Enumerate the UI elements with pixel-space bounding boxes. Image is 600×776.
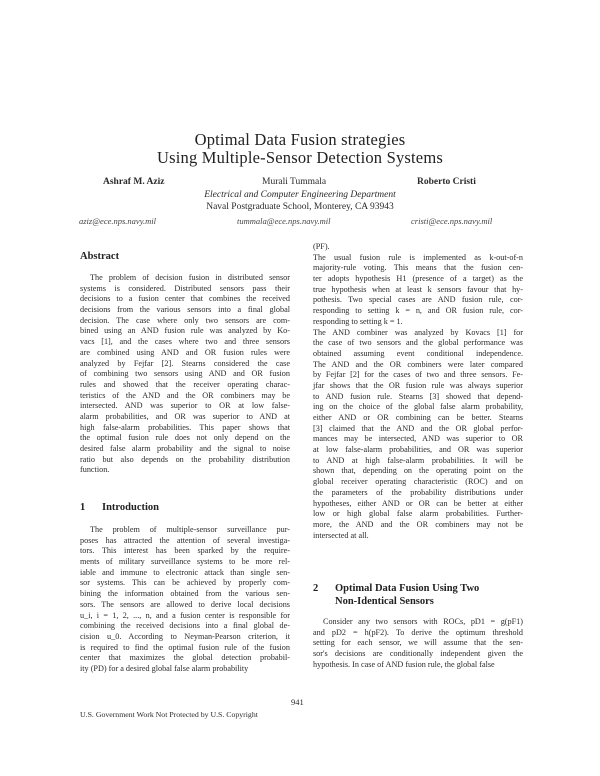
text-line: responding to setting k = n, and OR fusion rule, cor- [313, 306, 523, 316]
address: Naval Postgraduate School, Monterey, CA 93943 [206, 202, 394, 212]
text-line: center that maximizes the global detection probabil- [80, 653, 290, 663]
text-line: to AND at high false-alarm probabilities. It will be [313, 455, 523, 465]
text-line: to AND fusion rule. Stearns [3] showed that depend- [313, 391, 523, 401]
text-line: Consider any two sensors with ROCs, pD1 = g(pF1) [323, 617, 523, 626]
text-line: analyzed by Fejfar [2]. Stearns considered the case [80, 358, 290, 368]
paper-title-line-1: Optimal Data Fusion strategies [194, 130, 406, 149]
text-line: ity (PD) for a desired global false alarm probability [80, 663, 249, 673]
author-email: aziz@ece.nps.navy.mil [79, 216, 156, 226]
text-line: low or high global false alarm probabilities. Further- [313, 509, 523, 519]
text-line: alarm probabilities, and OR was superior to AND at [80, 411, 290, 421]
text-line: bining the information obtained from the various sen- [80, 589, 290, 599]
text-line: [3] claimed that the AND and the OR global perfor- [313, 423, 523, 433]
text-line: the case of two sensors and the global performance was [313, 338, 523, 348]
email-list [0, 216, 600, 228]
text-line: desired false alarm probability and the signal to noise [80, 444, 290, 453]
text-line: jfar shows that the OR fusion rule was always superior [313, 380, 523, 390]
paper-title-line-2: Using Multiple-Sensor Detection Systems [157, 148, 443, 167]
author-list [0, 177, 600, 189]
text-line: bined using an AND fusion rule was analyzed by Ko- [80, 326, 290, 336]
text-line: more, the AND and the OR combiners may not be [313, 519, 523, 529]
text-line: poses has attracted the attention of several investiga- [80, 535, 290, 545]
text-line: intersected. AND was superior to OR at low false- [80, 401, 290, 411]
text-line: ments of military surveillance systems to be more rel- [80, 557, 290, 567]
text-line: ter adopts hypothesis H1 (presence of a target) as the [313, 274, 523, 284]
text-line: true hypothesis when at least k sensors favour that hy- [313, 284, 523, 294]
text-line: global receiver operating characteristic (ROC) and on [313, 477, 523, 487]
text-line: vacs [1], and the cases where two and three sensors [80, 337, 290, 347]
author-name: Ashraf M. Aziz [103, 177, 165, 187]
introduction-body [80, 525, 290, 675]
author-email: cristi@ece.nps.navy.mil [411, 216, 493, 226]
text-line: tors. This interest has been sparked by the require- [80, 546, 290, 556]
text-line: function. [80, 465, 110, 475]
text-line: teristics of the AND and the OR combiners may be [80, 390, 290, 400]
text-line: The usual fusion rule is implemented as k-out-of-n [313, 252, 523, 262]
text-line: decisions from the various sensors into a final global [80, 305, 290, 315]
text-line: mances may be intersected, AND was superior to OR [313, 434, 523, 444]
department: Electrical and Computer Engineering Department [204, 190, 396, 200]
abstract-body [80, 273, 290, 476]
text-line: majority-rule voting. This means that the fusion cen- [313, 263, 523, 273]
author-email: tummala@ece.nps.navy.mil [237, 216, 331, 226]
text-line: sor systems. This can be achieved by properly com- [80, 578, 290, 588]
section-number: 2 [313, 583, 319, 594]
text-line: hypotheses, either AND or OR can be better at either [313, 498, 523, 508]
text-line: rules and showed that the receiver operating charac- [80, 379, 290, 389]
section-number: 1 [80, 502, 86, 513]
text-line: by Fejfar [2] for the cases of two and three sensors. Fe- [313, 370, 523, 380]
text-line: ratio but also depends on the probability distribution [80, 454, 290, 464]
text-line: setting for each sensor, we will assume that the sen- [313, 638, 523, 648]
abstract-heading: Abstract [80, 251, 120, 262]
text-line: either AND or OR combining can be better. Stearns [313, 413, 523, 422]
text-line: intersected at all. [313, 530, 369, 540]
text-line: sors. The sensors are allowed to derive local decisions [80, 599, 290, 609]
text-line: cision u_0. According to Neyman-Pearson criterion, it [80, 631, 290, 641]
text-line: The AND and the OR combiners were later compared [313, 359, 523, 369]
text-line: u_i, i = 1, 2, ..., n, and a fusion center is responsible for [80, 610, 290, 620]
text-line: (PF). [313, 242, 330, 251]
text-line: is required to find the optimal fusion rule of the fusion [80, 642, 290, 652]
copyright-notice: U.S. Government Work Not Protected by U.S. Copyright [80, 710, 258, 719]
text-line: The AND combiner was analyzed by Kovacs [1] for [313, 327, 523, 337]
section-2-body [313, 617, 523, 670]
author-name: Roberto Cristi [417, 177, 476, 187]
text-line: The problem of multiple-sensor surveillance pur- [90, 525, 290, 534]
text-line: of combining two sensors using AND and OR fusion [80, 369, 290, 379]
text-line: and pD2 = h(pF2). To derive the optimum threshold [313, 627, 523, 637]
text-line: the parameters of the probability distributions under [313, 487, 523, 497]
page-number: 941 [291, 697, 304, 707]
text-line: pothesis. Two special cases are AND fusion rule, cor- [313, 295, 523, 305]
text-line: decision. The case where only two sensors are com- [80, 315, 290, 325]
text-line: are combined using AND and OR fusion rules were [80, 347, 290, 357]
text-line: obtained assuming event conditional independence. [313, 348, 523, 358]
section-title: Optimal Data Fusion Using Two [335, 583, 480, 594]
text-line: The problem of decision fusion in distributed sensor [90, 273, 290, 282]
text-line: at low false-alarm probabilities, and OR was superior [313, 445, 523, 455]
text-line: hypothesis. In case of AND fusion rule, the global false [313, 659, 495, 669]
author-name: Murali Tummala [262, 177, 327, 187]
text-line: iable and immune to electronic attack than single sen- [80, 567, 290, 577]
text-line: responding to setting k = 1. [313, 316, 403, 326]
text-line: combining the received decisions into a final global de- [80, 621, 290, 631]
introduction-body-continued [313, 242, 523, 541]
text-line: shown that, depending on the operating point on the [313, 466, 523, 476]
section-title: Introduction [102, 502, 159, 513]
text-line: high false-alarm probabilities. This paper shows that [80, 422, 290, 432]
section-title-continued: Non-Identical Sensors [335, 596, 434, 607]
text-line: decisions to a fusion center that combines the received [80, 294, 290, 304]
section-2-heading [313, 582, 528, 608]
text-line: systems is considered. Distributed sensors pass their [80, 283, 290, 293]
text-line: ing on the choice of the global false alarm probability, [313, 402, 523, 412]
introduction-heading [80, 502, 159, 513]
text-line: the optimal fusion rule does not only depend on the [80, 433, 290, 443]
text-line: sor's decisions are conditionally independent given the [313, 649, 523, 659]
